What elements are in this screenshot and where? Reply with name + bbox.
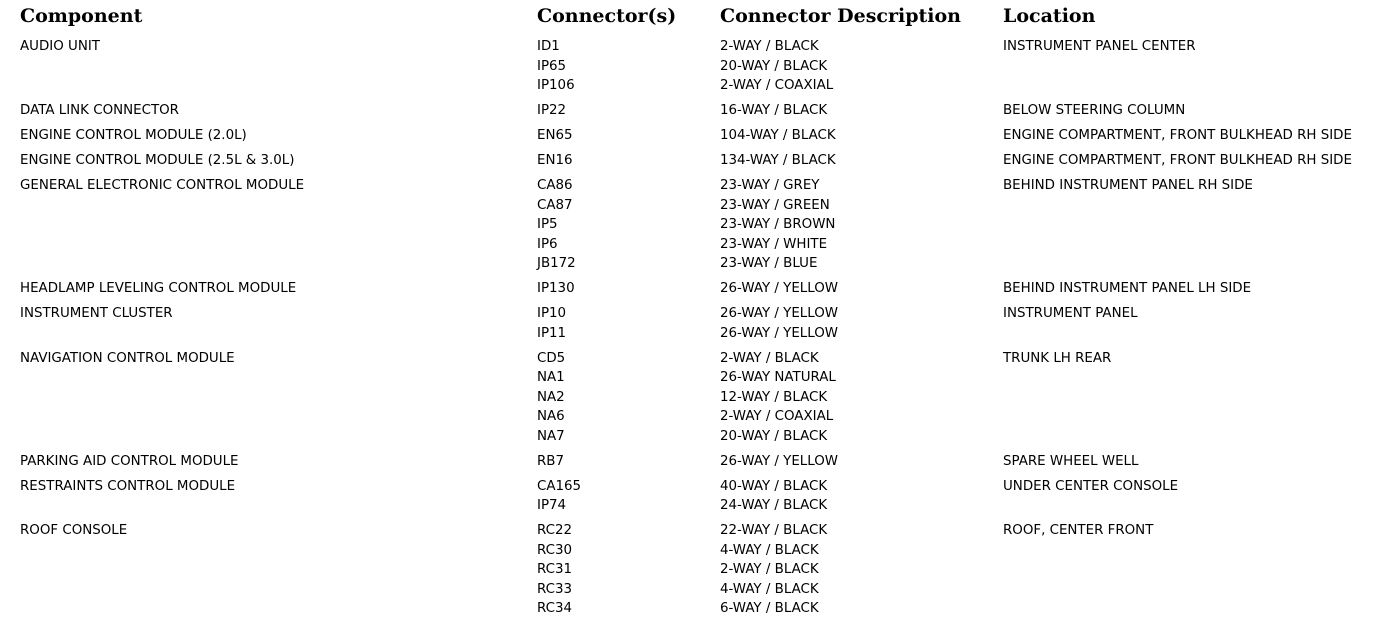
connector-id: RB7	[537, 453, 565, 469]
table-row	[0, 176, 1357, 279]
connector-description: 40-WAY / BLACK	[720, 478, 828, 494]
header-connector-description: Connector Description	[720, 5, 961, 27]
connector-description: 2-WAY / BLACK	[720, 39, 819, 54]
component-cell: HEADLAMP LEVELING CONTROL MODULE	[20, 281, 297, 296]
location-cell: TRUNK LH REAR	[1003, 350, 1112, 366]
connector-id: RC34	[537, 601, 573, 616]
connector-description: 26-WAY / YELLOW	[720, 281, 839, 296]
connector-description: 20-WAY / BLACK	[720, 428, 828, 444]
table-body	[0, 37, 1357, 618]
connector-id: ID1	[537, 39, 560, 54]
connector-id: RC22	[537, 523, 573, 538]
connector-description: 134-WAY / BLACK	[720, 153, 836, 168]
location-cell: SPARE WHEEL WELL	[1003, 453, 1139, 469]
location-cell: BEHIND INSTRUMENT PANEL RH SIDE	[1003, 178, 1253, 193]
table-row	[0, 521, 1357, 618]
connector-description: 4-WAY / BLACK	[720, 542, 819, 558]
connector-id: IP74	[537, 498, 567, 513]
location-cell: BEHIND INSTRUMENT PANEL LH SIDE	[1003, 281, 1252, 296]
connector-id: CA165	[537, 478, 582, 494]
connector-id: RC30	[537, 542, 573, 558]
table-row	[0, 477, 1357, 522]
location-cell: INSTRUMENT PANEL	[1003, 306, 1138, 321]
table-row	[0, 37, 1357, 101]
connector-id: CA87	[537, 197, 573, 213]
connectors-cell	[537, 477, 581, 516]
table-row	[0, 349, 1357, 452]
header-connectors: Connector(s)	[537, 5, 677, 27]
connectors-cell	[537, 349, 565, 447]
connector-id: EN65	[537, 128, 573, 143]
connector-description-cell	[720, 126, 836, 146]
connector-description: 26-WAY NATURAL	[720, 370, 836, 385]
connector-description: 26-WAY / YELLOW	[720, 453, 839, 469]
connector-description: 26-WAY / YELLOW	[720, 306, 839, 321]
location-cell: ROOF, CENTER FRONT	[1003, 523, 1154, 538]
connector-description: 2-WAY / COAXIAL	[720, 78, 834, 93]
connector-id: CD5	[537, 350, 566, 366]
header-location: Location	[1003, 5, 1096, 27]
table-row	[0, 279, 1357, 304]
connector-id: NA6	[537, 409, 565, 424]
connectors-cell	[537, 452, 564, 472]
connector-description: 12-WAY / BLACK	[720, 389, 828, 405]
connectors-cell	[537, 101, 566, 121]
component-cell: NAVIGATION CONTROL MODULE	[20, 350, 235, 366]
connectors-cell	[537, 37, 575, 96]
connector-description-cell	[720, 349, 836, 447]
connector-id: NA1	[537, 370, 565, 385]
connectors-cell	[537, 304, 566, 343]
connector-description: 23-WAY / BLUE	[720, 256, 818, 271]
connectors-cell	[537, 151, 573, 171]
table-row	[0, 126, 1357, 151]
connector-description: 24-WAY / BLACK	[720, 498, 828, 513]
connector-description-cell	[720, 101, 827, 121]
component-cell: PARKING AID CONTROL MODULE	[20, 453, 239, 469]
connector-id: IP10	[537, 306, 567, 321]
connector-description: 22-WAY / BLACK	[720, 523, 828, 538]
connectors-cell	[537, 279, 575, 299]
table-row	[0, 101, 1357, 126]
connector-description-cell	[720, 176, 835, 274]
component-cell: RESTRAINTS CONTROL MODULE	[20, 478, 236, 494]
connector-description: 26-WAY / YELLOW	[720, 325, 839, 341]
location-cell: INSTRUMENT PANEL CENTER	[1003, 39, 1196, 54]
connector-id: RC33	[537, 581, 573, 597]
connector-description-cell	[720, 304, 838, 343]
connector-description: 104-WAY / BLACK	[720, 128, 836, 143]
table-row	[0, 452, 1357, 477]
header-component: Component	[20, 5, 143, 27]
connector-id: IP106	[537, 78, 575, 93]
table-row	[0, 151, 1357, 176]
connector-id: NA7	[537, 428, 565, 444]
connectors-cell	[537, 521, 572, 618]
location-cell: ENGINE COMPARTMENT, FRONT BULKHEAD RH SIDE	[1003, 153, 1352, 168]
connector-id: IP130	[537, 281, 575, 296]
connectors-cell	[537, 126, 573, 146]
component-cell: GENERAL ELECTRONIC CONTROL MODULE	[20, 178, 305, 193]
connector-id: NA2	[537, 389, 565, 405]
connector-id: CA86	[537, 178, 573, 193]
component-cell: ENGINE CONTROL MODULE (2.5L & 3.0L)	[20, 153, 295, 168]
location-cell: BELOW STEERING COLUMN	[1003, 103, 1186, 118]
connector-description: 6-WAY / BLACK	[720, 601, 819, 616]
connector-id: IP65	[537, 58, 567, 74]
component-cell: INSTRUMENT CLUSTER	[20, 306, 173, 321]
connector-description: 2-WAY / COAXIAL	[720, 409, 834, 424]
connector-description-cell	[720, 452, 838, 472]
table-header	[0, 4, 1357, 30]
connector-id: IP6	[537, 236, 558, 252]
connector-description-cell	[720, 279, 838, 299]
location-cell: UNDER CENTER CONSOLE	[1003, 478, 1179, 494]
connector-id: IP22	[537, 103, 567, 118]
connector-description-cell	[720, 521, 827, 618]
connector-description-cell	[720, 477, 827, 516]
connector-id: IP11	[537, 325, 567, 341]
connector-description: 2-WAY / BLACK	[720, 562, 819, 577]
connector-id: JB172	[537, 256, 576, 271]
connector-description: 23-WAY / WHITE	[720, 236, 828, 252]
connector-description-cell	[720, 151, 836, 171]
connector-description: 16-WAY / BLACK	[720, 103, 828, 118]
connector-description: 20-WAY / BLACK	[720, 58, 828, 74]
connector-id: RC31	[537, 562, 573, 577]
component-cell: AUDIO UNIT	[20, 39, 100, 54]
connector-id: EN16	[537, 153, 573, 168]
location-cell: ENGINE COMPARTMENT, FRONT BULKHEAD RH SIDE	[1003, 128, 1352, 143]
connectors-cell	[537, 176, 576, 274]
connector-description-cell	[720, 37, 833, 96]
connector-description: 4-WAY / BLACK	[720, 581, 819, 597]
connector-description: 2-WAY / BLACK	[720, 350, 819, 366]
component-cell: ENGINE CONTROL MODULE (2.0L)	[20, 128, 247, 143]
table-row	[0, 304, 1357, 349]
component-cell: DATA LINK CONNECTOR	[20, 103, 179, 118]
connector-id: IP5	[537, 217, 558, 232]
component-cell: ROOF CONSOLE	[20, 523, 128, 538]
connector-description: 23-WAY / BROWN	[720, 217, 836, 232]
connector-description: 23-WAY / GREY	[720, 178, 820, 193]
connector-description: 23-WAY / GREEN	[720, 197, 830, 213]
